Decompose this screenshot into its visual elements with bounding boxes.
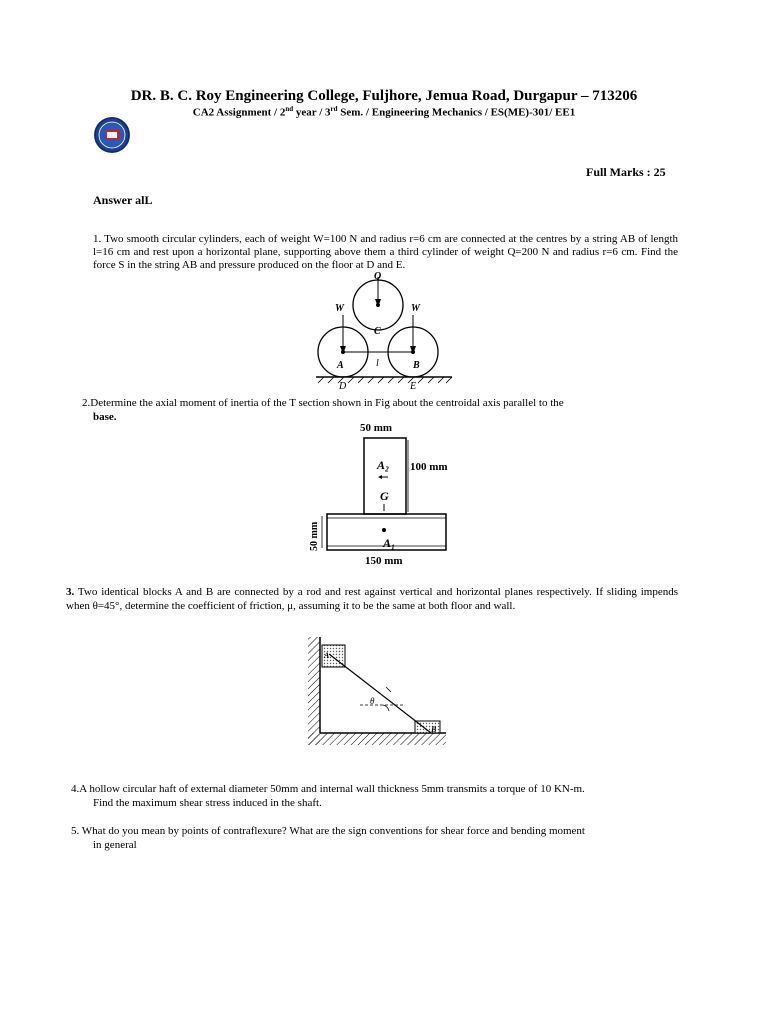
question-4-line2: Find the maximum shear stress induced in the shaft. <box>93 797 322 809</box>
question-4-line1: 4.A hollow circular haft of external diameter 50mm and internal wall thickness 5mm transmits a torque of 10 KN-m. <box>71 783 585 795</box>
question-2-line2: base. <box>93 411 117 423</box>
label-A2: A₂ <box>377 458 390 472</box>
label-E: E <box>410 381 417 392</box>
label-100mm: 100 mm <box>410 461 448 473</box>
figure-1-cylinders <box>310 265 460 393</box>
label-G: G <box>380 489 389 503</box>
label-l: l <box>376 358 379 369</box>
label-B: B <box>431 725 437 734</box>
college-logo <box>93 116 131 154</box>
label-theta: θ <box>370 696 375 706</box>
label-A: A <box>337 360 344 371</box>
instruction: Answer alL <box>93 193 153 207</box>
label-50mm-side: 50 mm <box>309 521 320 551</box>
label-C: C <box>374 326 381 337</box>
label-B: B <box>413 360 420 371</box>
question-1: 1. Two smooth circular cylinders, each of weight W=100 N and radius r=6 cm are connected at the centres by a string AB of length l=16 cm and rest upon a horizontal plane, supporting above them a third cylinder of weight Q=200 N and radius r=6 cm. Find the force S in the string AB and pressure produced on the floor at D and E. <box>93 233 678 271</box>
label-50mm-top: 50 mm <box>360 422 393 434</box>
label-A1: A₁ <box>383 536 396 550</box>
full-marks: Full Marks : 25 <box>586 165 666 179</box>
assignment-subtitle: CA2 Assignment / 2nd year / 3rd Sem. / Engineering Mechanics / ES(ME)-301/ EE1 <box>192 105 576 119</box>
figure-3-blocks <box>305 635 450 750</box>
label-150mm: 150 mm <box>365 555 403 567</box>
college-title: DR. B. C. Roy Engineering College, Fuljhore, Jemua Road, Durgapur – 713206 <box>130 88 638 104</box>
figure-2-t-section <box>300 418 460 570</box>
label-Q: Q <box>374 271 382 282</box>
label-D: D <box>339 381 347 392</box>
question-5-line2: in general <box>93 839 137 851</box>
label-W-right: W <box>411 303 420 314</box>
question-3: 3. Two identical blocks A and B are connected by a rod and rest against vertical and horizontal planes respectively. If sliding impends when θ=45°, determine the coefficient of friction, μ, assuming it to be the same at both floor and wall. <box>66 586 678 612</box>
label-A: A <box>324 651 330 660</box>
question-5-line1: 5. What do you mean by points of contraflexure? What are the sign conventions for shear force and bending moment <box>71 825 585 837</box>
question-2-line1: 2.Determine the axial moment of inertia of the T section shown in Fig about the centroidal axis parallel to the <box>82 397 564 409</box>
label-W-left: W <box>335 303 344 314</box>
